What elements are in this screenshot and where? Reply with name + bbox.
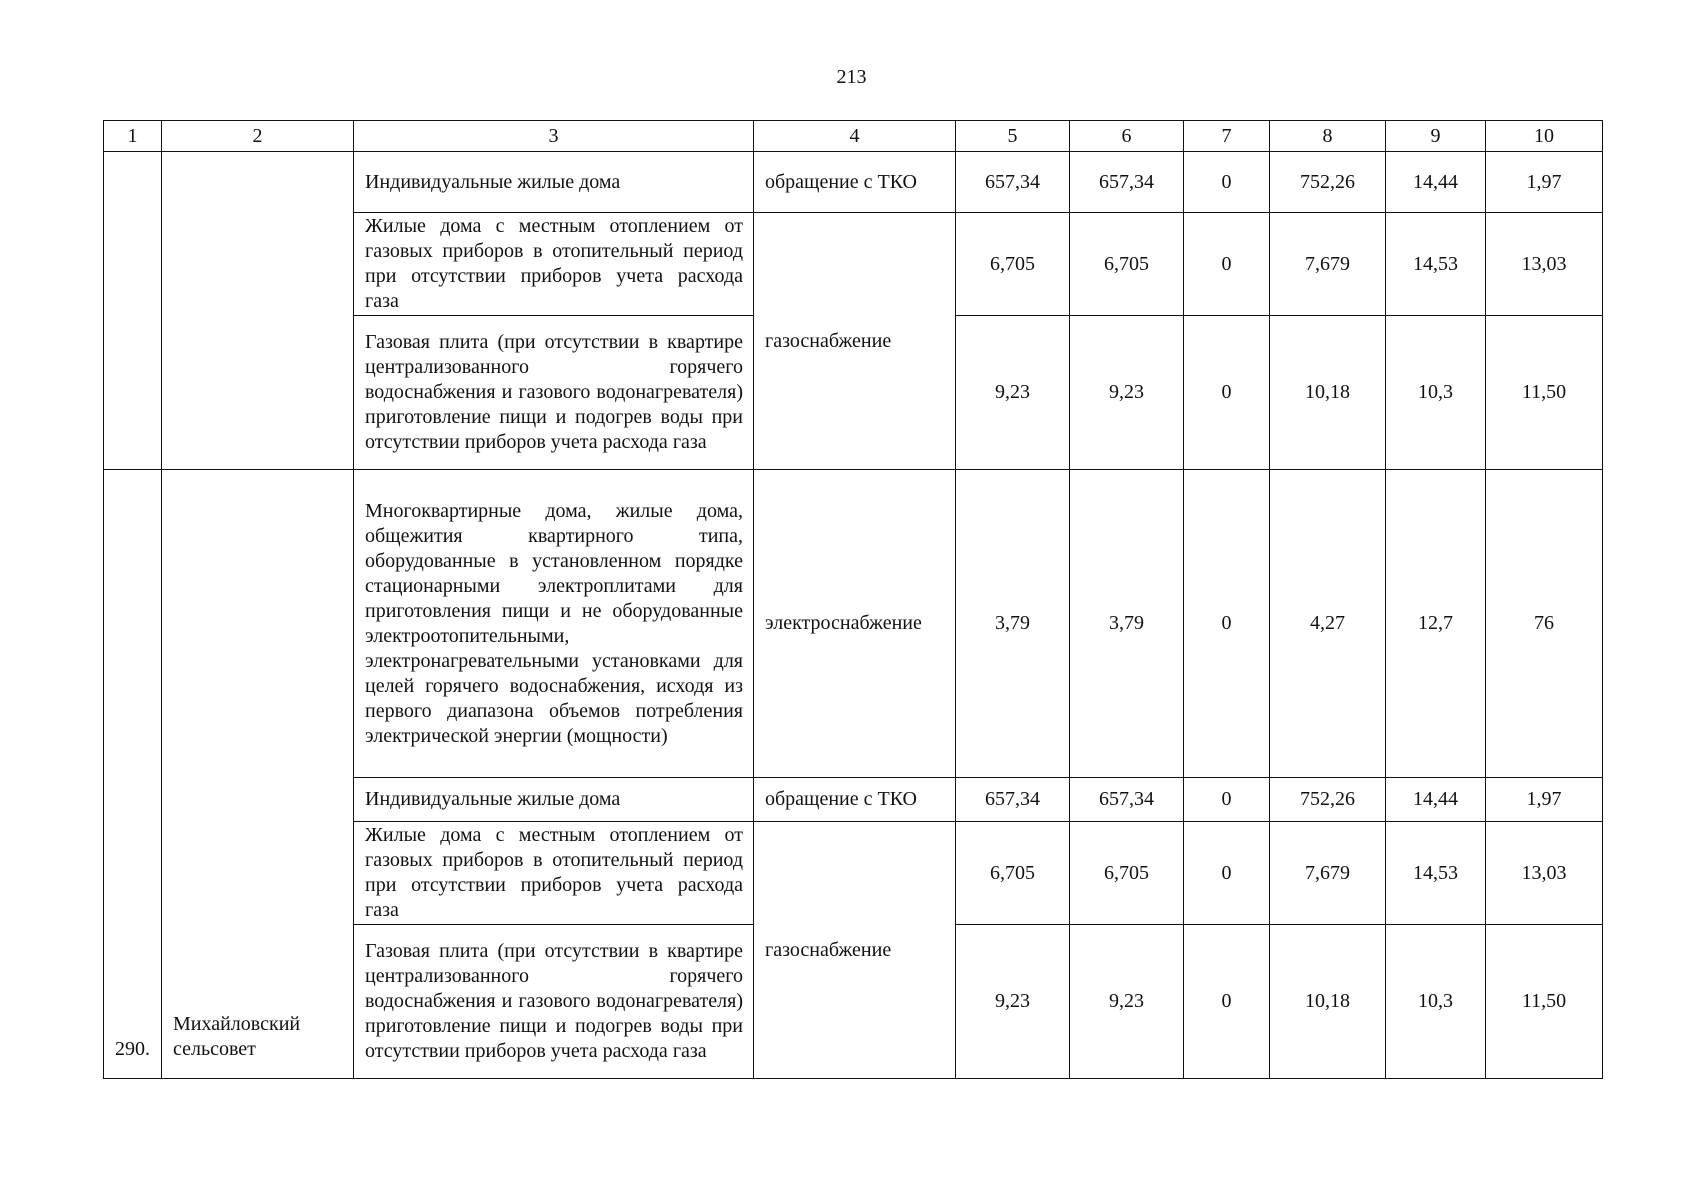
service-cell: обращение с ТКО [754,778,956,822]
housing-type-text: Индивидуальные жилые дома [365,170,621,193]
value-cell: 657,34 [1070,152,1184,213]
value-cell: 10,3 [1386,925,1486,1079]
value-cell: 752,26 [1270,152,1386,213]
service-cell: электроснабжение [754,470,956,778]
column-header: 7 [1184,121,1270,152]
value-cell: 6,705 [1070,822,1184,925]
service-cell: газоснабжение [754,213,956,470]
value-cell: 11,50 [1486,316,1603,470]
row-number-cell: 290. [104,470,162,1079]
value-cell: 4,27 [1270,470,1386,778]
value-cell: 9,23 [1070,316,1184,470]
housing-type-text: Индивидуальные жилые дома [365,788,621,810]
value-cell: 0 [1184,925,1270,1079]
column-header: 9 [1386,121,1486,152]
value-cell: 13,03 [1486,822,1603,925]
value-cell: 0 [1184,822,1270,925]
housing-type-cell [354,152,754,213]
value-cell: 10,18 [1270,316,1386,470]
housing-type-text: Газовая плита (при отсутствии в квартире централизованного горячего водоснабжения и газового водонагревателя) приготовление пищи и подогрев воды при отсутствии приборов учета расхода газа [365,940,743,1062]
value-cell: 6,705 [1070,213,1184,316]
value-cell: 752,26 [1270,778,1386,822]
value-cell: 3,79 [1070,470,1184,778]
value-cell: 10,3 [1386,316,1486,470]
column-header: 6 [1070,121,1184,152]
service-cell: газоснабжение [754,822,956,1079]
column-header: 3 [354,121,754,152]
housing-type-text: Газовая плита (при отсутствии в квартире централизованного горячего водоснабжения и газового водонагревателя) приготовление пищи и подогрев воды при отсутствии приборов учета расхода газа [365,331,743,453]
housing-type-cell [354,470,754,778]
tariff-table [103,120,1603,1079]
value-cell: 14,53 [1386,822,1486,925]
table-row [104,152,1603,213]
housing-type-cell [354,778,754,822]
housing-type-cell [354,925,754,1079]
page-number: 213 [836,66,867,88]
column-header: 5 [956,121,1070,152]
settlement-cell: Михайловский сельсовет [162,470,354,1079]
column-header: 10 [1486,121,1603,152]
value-cell: 6,705 [956,213,1070,316]
housing-type-cell [354,822,754,925]
column-header: 4 [754,121,956,152]
value-cell: 657,34 [1070,778,1184,822]
housing-type-text: Жилые дома с местным отоплением от газовых приборов в отопительный период при отсутствии приборов учета расхода газа [365,824,743,921]
housing-type-cell [354,213,754,316]
value-cell: 14,44 [1386,152,1486,213]
value-cell: 7,679 [1270,213,1386,316]
value-cell: 0 [1184,470,1270,778]
value-cell: 1,97 [1486,152,1603,213]
value-cell: 6,705 [956,822,1070,925]
value-cell: 13,03 [1486,213,1603,316]
value-cell: 0 [1184,316,1270,470]
value-cell: 0 [1184,778,1270,822]
housing-type-text: Жилые дома с местным отоплением от газовых приборов в отопительный период при отсутствии приборов учета расхода газа [365,215,743,312]
value-cell: 14,44 [1386,778,1486,822]
column-header: 1 [104,121,162,152]
service-cell: обращение с ТКО [754,152,956,213]
table-row [104,470,1603,778]
column-header: 2 [162,121,354,152]
row-number-cell [104,152,162,470]
value-cell: 9,23 [956,316,1070,470]
column-number-row [104,121,1603,152]
value-cell: 7,679 [1270,822,1386,925]
housing-type-cell [354,316,754,470]
housing-type-text: Многоквартирные дома, жилые дома, общежития квартирного типа, оборудованные в установленном порядке стационарными электроплитами для приготовления пищи и не оборудованные электроотопительными, электронагревательными установками для целей горячего водоснабжения, исходя из первого диапазона объемов потребления электрической энергии (мощности) [365,499,743,747]
value-cell: 1,97 [1486,778,1603,822]
value-cell: 10,18 [1270,925,1386,1079]
value-cell: 14,53 [1386,213,1486,316]
value-cell: 657,34 [956,152,1070,213]
settlement-cell [162,152,354,470]
value-cell: 0 [1184,213,1270,316]
value-cell: 0 [1184,152,1270,213]
value-cell: 657,34 [956,778,1070,822]
value-cell: 3,79 [956,470,1070,778]
value-cell: 11,50 [1486,925,1603,1079]
column-header: 8 [1270,121,1386,152]
value-cell: 9,23 [956,925,1070,1079]
value-cell: 12,7 [1386,470,1486,778]
value-cell: 9,23 [1070,925,1184,1079]
value-cell: 76 [1486,470,1603,778]
